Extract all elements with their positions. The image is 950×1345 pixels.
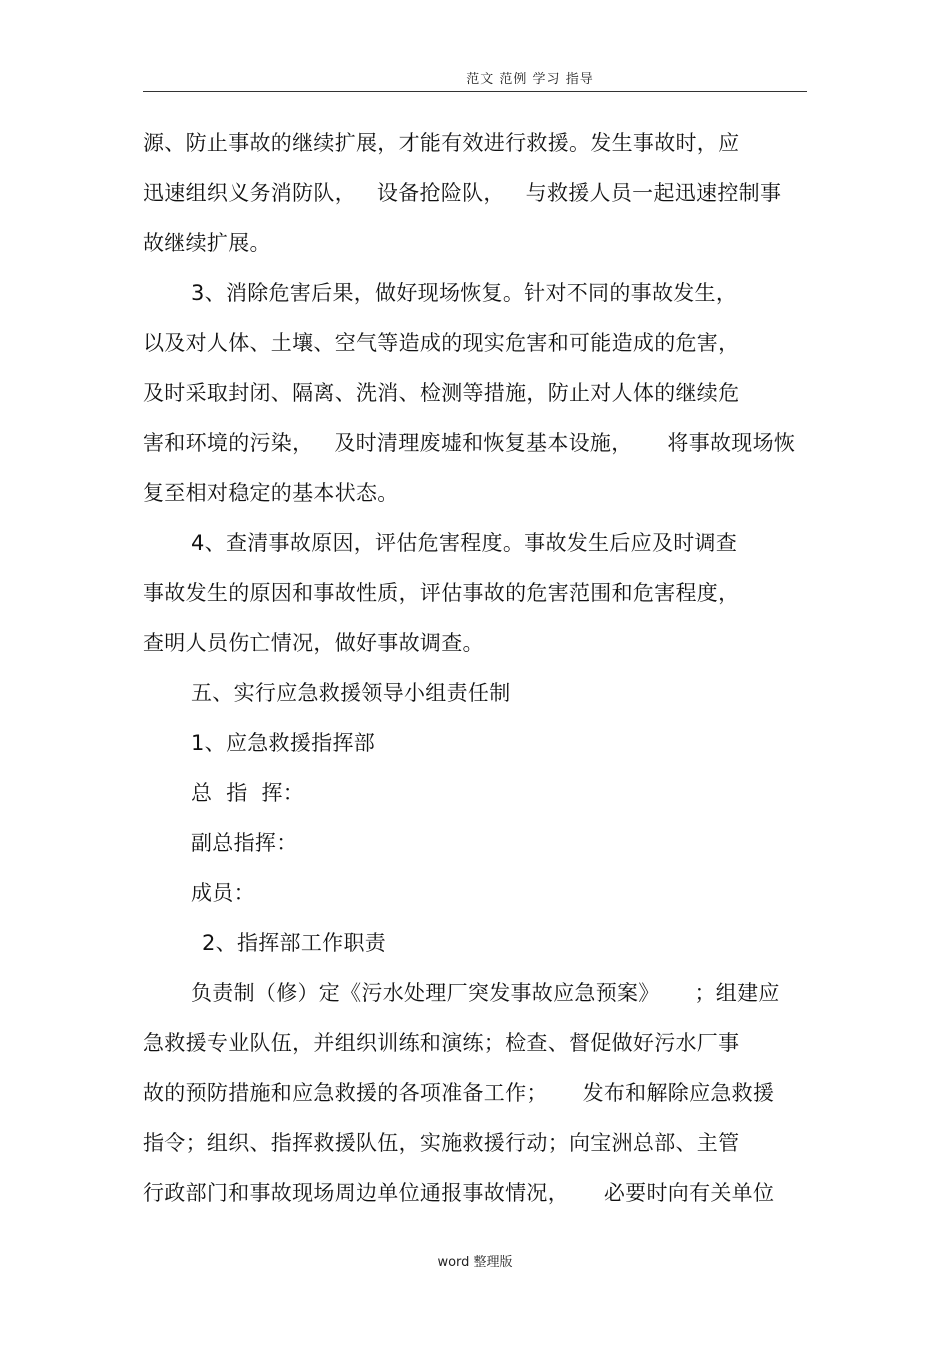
body-line: 负责制（修）定《污水处理厂突发事故应急预案》 ；组建应 [191, 981, 780, 1005]
body-line: 3、消除危害后果，做好现场恢复。针对不同的事故发生， [191, 281, 738, 305]
subsection-heading: 1、应急救援指挥部 [191, 731, 376, 755]
field-label: 总 指 挥： [191, 781, 305, 805]
body-line: 迅速组织义务消防队， 设备抢险队， 与救援人员一起迅速控制事 [143, 181, 782, 205]
subsection-heading: 2、指挥部工作职责 [202, 931, 387, 955]
body-line: 源、防止事故的继续扩展，才能有效进行救援。发生事故时，应 [143, 131, 740, 155]
page-header: 范文 范例 学习 指导 [466, 72, 594, 87]
field-label: 副总指挥： [191, 831, 298, 855]
field-label: 成员： [191, 881, 255, 905]
body-line: 及时采取封闭、隔离、洗消、检测等措施，防止对人体的继续危 [143, 381, 740, 405]
body-line: 故的预防措施和应急救援的各项准备工作； 发布和解除应急救援 [143, 1081, 775, 1105]
header-rule [143, 91, 807, 92]
body-line: 事故发生的原因和事故性质，评估事故的危害范围和危害程度， [143, 581, 740, 605]
body-line: 复至相对稳定的基本状态。 [143, 481, 399, 505]
body-line: 故继续扩展。 [143, 231, 271, 255]
body-line: 害和环境的污染， 及时清理废墟和恢复基本设施， 将事故现场恢 [143, 431, 796, 455]
body-line: 查明人员伤亡情况，做好事故调查。 [143, 631, 484, 655]
body-line: 急救援专业队伍，并组织训练和演练；检查、督促做好污水厂事 [143, 1031, 740, 1055]
body-line: 指令；组织、指挥救援队伍，实施救援行动；向宝洲总部、主管 [143, 1131, 740, 1155]
section-heading: 五、实行应急救援领导小组责任制 [191, 681, 511, 705]
page-footer: word 整理版 [437, 1255, 513, 1270]
body-line: 以及对人体、土壤、空气等造成的现实危害和可能造成的危害， [143, 331, 740, 355]
body-line: 4、查清事故原因，评估危害程度。事故发生后应及时调查 [191, 531, 738, 555]
body-line: 行政部门和事故现场周边单位通报事故情况， 必要时向有关单位 [143, 1181, 775, 1205]
